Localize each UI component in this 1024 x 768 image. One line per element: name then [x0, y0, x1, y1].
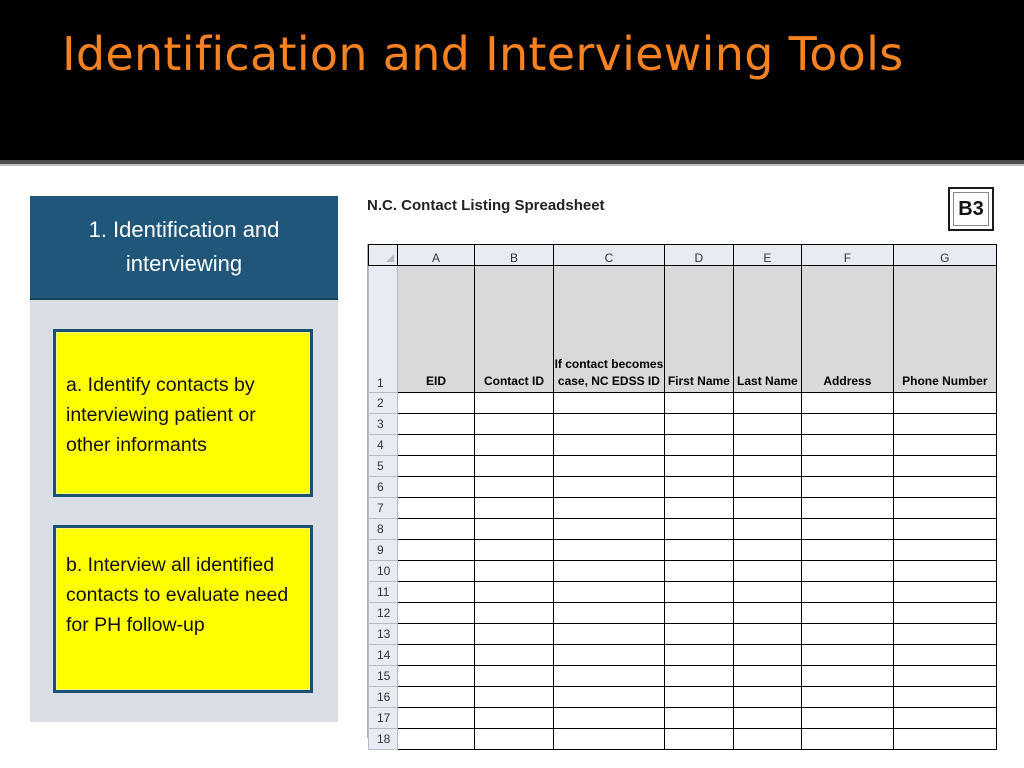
slide-badge: B3 [948, 187, 994, 231]
header-cell-first-name[interactable]: First Name [665, 266, 734, 393]
table-cell[interactable] [733, 519, 802, 540]
header-cell-phone-number[interactable]: Phone Number [893, 266, 996, 393]
column-letter[interactable]: E [733, 245, 802, 266]
table-cell[interactable] [475, 435, 554, 456]
table-cell[interactable] [553, 645, 664, 666]
table-cell[interactable] [893, 729, 996, 750]
table-cell[interactable] [665, 540, 734, 561]
table-cell[interactable] [397, 435, 474, 456]
table-cell[interactable] [475, 477, 554, 498]
table-cell[interactable] [733, 624, 802, 645]
table-cell[interactable] [397, 729, 474, 750]
table-cell[interactable] [665, 645, 734, 666]
table-cell[interactable] [665, 456, 734, 477]
table-cell[interactable] [553, 519, 664, 540]
table-cell[interactable] [733, 477, 802, 498]
table-cell[interactable] [802, 624, 893, 645]
data-rows [369, 393, 997, 750]
table-cell[interactable] [553, 708, 664, 729]
table-cell[interactable] [553, 456, 664, 477]
row-number[interactable]: 14 [369, 645, 398, 666]
table-cell[interactable] [733, 561, 802, 582]
row-number[interactable]: 11 [369, 582, 398, 603]
table-cell[interactable] [802, 603, 893, 624]
title-divider-highlight [0, 164, 1024, 166]
table-cell[interactable] [893, 708, 996, 729]
table-cell[interactable] [733, 645, 802, 666]
row-number[interactable]: 15 [369, 666, 398, 687]
header-cell-address[interactable]: Address [802, 266, 893, 393]
table-cell[interactable] [733, 603, 802, 624]
table-cell[interactable] [893, 435, 996, 456]
left-panel-header [30, 196, 338, 300]
table-row [369, 456, 997, 477]
table-cell[interactable] [802, 519, 893, 540]
table-cell[interactable] [475, 582, 554, 603]
table-cell[interactable] [553, 666, 664, 687]
table-cell[interactable] [802, 414, 893, 435]
slide-title: Identification and Interviewing Tools [62, 27, 904, 81]
table-cell[interactable] [665, 477, 734, 498]
row-number[interactable]: 2 [369, 393, 398, 414]
table-cell[interactable] [733, 708, 802, 729]
column-letter[interactable]: B [475, 245, 554, 266]
column-letter-row [369, 245, 997, 266]
table-cell[interactable] [397, 666, 474, 687]
row-number[interactable]: 4 [369, 435, 398, 456]
table-cell[interactable] [475, 666, 554, 687]
table-cell[interactable] [733, 540, 802, 561]
table-cell[interactable] [475, 519, 554, 540]
table-cell[interactable] [553, 477, 664, 498]
table-cell[interactable] [553, 687, 664, 708]
table-cell[interactable] [397, 498, 474, 519]
table-cell[interactable] [475, 645, 554, 666]
spreadsheet-grid [367, 244, 997, 746]
row-number[interactable]: 3 [369, 414, 398, 435]
select-all-corner[interactable] [369, 245, 398, 266]
table-cell[interactable] [802, 708, 893, 729]
table-cell[interactable] [802, 498, 893, 519]
table-cell[interactable] [893, 456, 996, 477]
row-number[interactable]: 5 [369, 456, 398, 477]
table-cell[interactable] [665, 624, 734, 645]
table-cell[interactable] [893, 498, 996, 519]
table-row [369, 582, 997, 603]
table-row [369, 687, 997, 708]
column-letter[interactable]: C [553, 245, 664, 266]
table-row [369, 435, 997, 456]
table-cell[interactable] [397, 519, 474, 540]
table-cell[interactable] [553, 624, 664, 645]
note-interview-contacts [53, 525, 313, 693]
table-cell[interactable] [733, 456, 802, 477]
row-number[interactable]: 8 [369, 519, 398, 540]
table-cell[interactable] [475, 603, 554, 624]
table-row [369, 624, 997, 645]
table-row [369, 519, 997, 540]
row-number[interactable]: 6 [369, 477, 398, 498]
table-cell[interactable] [665, 666, 734, 687]
table-cell[interactable] [553, 582, 664, 603]
table-cell[interactable] [893, 645, 996, 666]
table-cell[interactable] [475, 708, 554, 729]
table-cell[interactable] [553, 603, 664, 624]
table-cell[interactable] [397, 687, 474, 708]
table-cell[interactable] [893, 393, 996, 414]
header-cell-contact-id[interactable]: Contact ID [475, 266, 554, 393]
table-cell[interactable] [893, 687, 996, 708]
header-row [369, 266, 997, 393]
note-identify-contacts [53, 329, 313, 497]
table-cell[interactable] [397, 477, 474, 498]
table-row [369, 498, 997, 519]
table-cell[interactable] [475, 687, 554, 708]
header-cell-nc-edss-id[interactable]: If contact becomes case, NC EDSS ID [553, 266, 664, 393]
table-cell[interactable] [397, 561, 474, 582]
table-cell[interactable] [475, 498, 554, 519]
header-cell-last-name[interactable]: Last Name [733, 266, 802, 393]
table-cell[interactable] [733, 498, 802, 519]
table-cell[interactable] [733, 435, 802, 456]
table-cell[interactable] [802, 456, 893, 477]
row-number[interactable]: 16 [369, 687, 398, 708]
table-cell[interactable] [893, 540, 996, 561]
table-cell[interactable] [553, 561, 664, 582]
table-cell[interactable] [665, 519, 734, 540]
table-cell[interactable] [802, 645, 893, 666]
table-cell[interactable] [475, 540, 554, 561]
table-cell[interactable] [802, 582, 893, 603]
table-cell[interactable] [397, 645, 474, 666]
table-row [369, 729, 997, 750]
table-cell[interactable] [665, 687, 734, 708]
table-cell[interactable] [802, 393, 893, 414]
column-letter[interactable]: D [665, 245, 734, 266]
row-number[interactable]: 17 [369, 708, 398, 729]
table-cell[interactable] [553, 414, 664, 435]
table-row [369, 603, 997, 624]
table-cell[interactable] [893, 414, 996, 435]
table-cell[interactable] [397, 624, 474, 645]
table-row [369, 708, 997, 729]
table-row [369, 414, 997, 435]
column-letter[interactable]: G [893, 245, 996, 266]
left-panel-header-text: 1. Identification and interviewing [88, 217, 280, 276]
contact-listing-table [368, 244, 997, 750]
table-cell[interactable] [665, 435, 734, 456]
table-cell[interactable] [397, 582, 474, 603]
table-cell[interactable] [665, 708, 734, 729]
table-cell[interactable] [665, 498, 734, 519]
title-bar [0, 0, 1024, 160]
header-cell-eid[interactable]: EID [397, 266, 474, 393]
table-cell[interactable] [802, 540, 893, 561]
table-cell[interactable] [665, 582, 734, 603]
table-cell[interactable] [893, 477, 996, 498]
table-cell[interactable] [802, 729, 893, 750]
table-cell[interactable] [665, 603, 734, 624]
table-cell[interactable] [475, 456, 554, 477]
row-number[interactable]: 9 [369, 540, 398, 561]
table-cell[interactable] [733, 729, 802, 750]
table-cell[interactable] [733, 666, 802, 687]
table-cell[interactable] [397, 456, 474, 477]
table-cell[interactable] [553, 393, 664, 414]
table-cell[interactable] [733, 687, 802, 708]
table-cell[interactable] [397, 414, 474, 435]
table-cell[interactable] [475, 729, 554, 750]
table-cell[interactable] [733, 582, 802, 603]
table-row [369, 393, 997, 414]
table-row [369, 540, 997, 561]
row-number[interactable]: 12 [369, 603, 398, 624]
table-cell[interactable] [475, 624, 554, 645]
table-cell[interactable] [397, 603, 474, 624]
table-row [369, 477, 997, 498]
table-cell[interactable] [475, 393, 554, 414]
table-cell[interactable] [397, 708, 474, 729]
spreadsheet-title: N.C. Contact Listing Spreadsheet [367, 197, 605, 214]
table-cell[interactable] [893, 624, 996, 645]
table-cell[interactable] [893, 519, 996, 540]
row-number[interactable]: 13 [369, 624, 398, 645]
table-cell[interactable] [553, 435, 664, 456]
table-cell[interactable] [893, 666, 996, 687]
table-cell[interactable] [733, 393, 802, 414]
row-number[interactable]: 10 [369, 561, 398, 582]
row-number[interactable]: 18 [369, 729, 398, 750]
column-letter[interactable]: F [802, 245, 893, 266]
table-cell[interactable] [397, 393, 474, 414]
table-cell[interactable] [802, 561, 893, 582]
table-row [369, 645, 997, 666]
table-cell[interactable] [893, 561, 996, 582]
table-cell[interactable] [802, 687, 893, 708]
table-cell[interactable] [893, 603, 996, 624]
table-cell[interactable] [802, 477, 893, 498]
column-letter[interactable]: A [397, 245, 474, 266]
row-number[interactable]: 7 [369, 498, 398, 519]
table-cell[interactable] [802, 435, 893, 456]
table-cell[interactable] [665, 729, 734, 750]
note-identify-contacts-text: a. Identify contacts by interviewing patient or other informants [66, 374, 256, 456]
table-cell[interactable] [733, 414, 802, 435]
table-cell[interactable] [553, 498, 664, 519]
table-cell[interactable] [665, 393, 734, 414]
table-cell[interactable] [475, 414, 554, 435]
table-cell[interactable] [553, 729, 664, 750]
table-cell[interactable] [665, 414, 734, 435]
table-cell[interactable] [397, 540, 474, 561]
table-row [369, 561, 997, 582]
table-cell[interactable] [802, 666, 893, 687]
table-row [369, 666, 997, 687]
row-number[interactable]: 1 [369, 266, 398, 393]
note-interview-contacts-text: b. Interview all identified contacts to evaluate need for PH follow-up [66, 554, 289, 636]
table-cell[interactable] [665, 561, 734, 582]
table-cell[interactable] [475, 561, 554, 582]
table-cell[interactable] [553, 540, 664, 561]
table-cell[interactable] [893, 582, 996, 603]
